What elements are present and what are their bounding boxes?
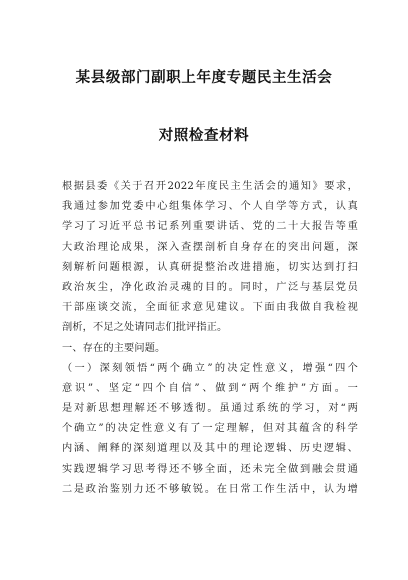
document-body	[62, 177, 358, 500]
body-line: 学习了习近平总书记系列重要讲话、党的二十大报告等重	[62, 221, 358, 233]
section-heading: 一、存在的主要问题。	[62, 342, 166, 354]
body-line: 意识”、坚定“四个自信”、做到“两个维护”方面。一	[62, 382, 358, 394]
body-line: 个确立”的决定性意义有了一定理解，但对其蕴含的科学	[62, 423, 358, 435]
body-line: 刻解析问题根源，认真研提整治改进措施，切实达到打扫	[62, 261, 358, 273]
body-line: 内涵、阐释的深刻道理以及其中的理论逻辑、历史逻辑、	[62, 443, 358, 455]
body-line: 实践逻辑学习思考得还不够全面，还未完全做到融会贯通	[62, 463, 358, 475]
body-line: 根据县委《关于召开2022年度民主生活会的通知》要求，	[62, 181, 358, 192]
body-line: 剖析，不足之处请同志们批评指正。	[62, 322, 228, 334]
body-line: 干部座谈交流，全面征求意见建议。下面由我做自我检视	[62, 302, 358, 314]
body-line: 大政治理论成果，深入查摆剖析自身存在的突出问题，深	[62, 241, 358, 253]
body-line: 我通过参加党委中心组集体学习、个人自学等方式，认真	[62, 201, 358, 213]
body-line: 二是政治鉴别力还不够敏锐。在日常工作生活中，认为增	[62, 483, 358, 495]
body-line: 政治灰尘，净化政治灵魂的目的。同时，广泛与基层党员	[62, 281, 358, 293]
body-line: 是对新思想理解还不够透彻。虽通过系统的学习，对“两	[62, 403, 358, 415]
document-subtitle: 对照检查材料	[158, 128, 250, 144]
body-line: （一）深刻领悟“两个确立”的决定性意义，增强“四个	[62, 362, 358, 374]
document-title: 某县级部门副职上年度专题民主生活会	[75, 70, 333, 86]
